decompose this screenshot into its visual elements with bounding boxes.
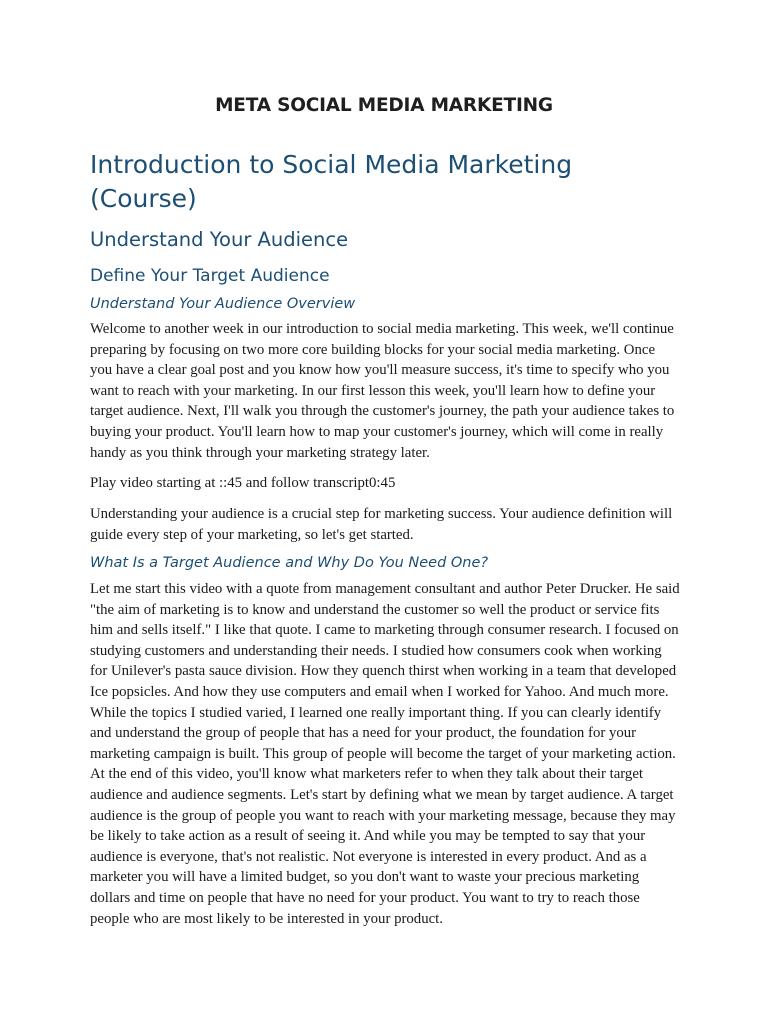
target-audience-heading: What Is a Target Audience and Why Do You Need One? [90,555,489,571]
audience-importance-paragraph: Understanding your audience is a crucial step for marketing success. Your audience definition will guide every step of your marketing, so let's get started. [90,506,673,543]
subsection-heading: Define Your Target Audience [90,266,330,286]
overview-paragraph: Welcome to another week in our introduction to social media marketing. This week, we'll continue preparing by focusing on two more core building blocks for your social media marketing. Once you have a clear goal post and you know how you'll measure success, it's time to specify who you want to reach with your marketing. In our first lesson this week, you'll learn how to define your target audience. Next, I'll walk you through the customer's journey, the path your audience takes to buying your product. You'll learn how to map your customer's journey, which will come in really handy as you think through your marketing strategy later. [90,321,675,461]
video-timestamp-note: Play video starting at ::45 and follow transcript0:45 [90,475,396,491]
section-heading: Understand Your Audience [90,228,349,251]
overview-heading: Understand Your Audience Overview [90,296,356,312]
document-title: META SOCIAL MEDIA MARKETING [215,95,553,116]
course-heading: Introduction to Social Media Marketing (Course) [90,150,573,213]
target-audience-paragraph: Let me start this video with a quote from management consultant and author Peter Drucker. He said "the aim of marketing is to know and understand the customer so well the product or service fits him and sells itself." I like that quote. I came to marketing through consumer research. I focused on studying customers and understanding their needs. I studied how consumers cook when working for Unilever's pasta sauce division. How they quench thirst when working in a team that developed Ice popsicles. And how they use computers and email when I worked for Yahoo. And much more. While the topics I studied varied, I learned one really important thing. If you can clearly identify and understand the group of people that has a need for your product, the foundation for your marketing campaign is built. This group of people will become the target of your marketing action. At the end of this video, you'll know what marketers refer to when they talk about their target audience and audience segments. Let's start by defining what we mean by target audience. A target audience is the group of people you want to reach with your marketing message, because they may be likely to take action as a result of seeing it. And while you may be tempted to say that your audience is everyone, that's not realistic. Not everyone is interested in every product. And as a marketer you will have a limited budget, so you don't want to waste your precious marketing dollars and time on people that have no need for your product. You want to try to reach those people who are most likely to be interested in your product. [90,581,680,927]
